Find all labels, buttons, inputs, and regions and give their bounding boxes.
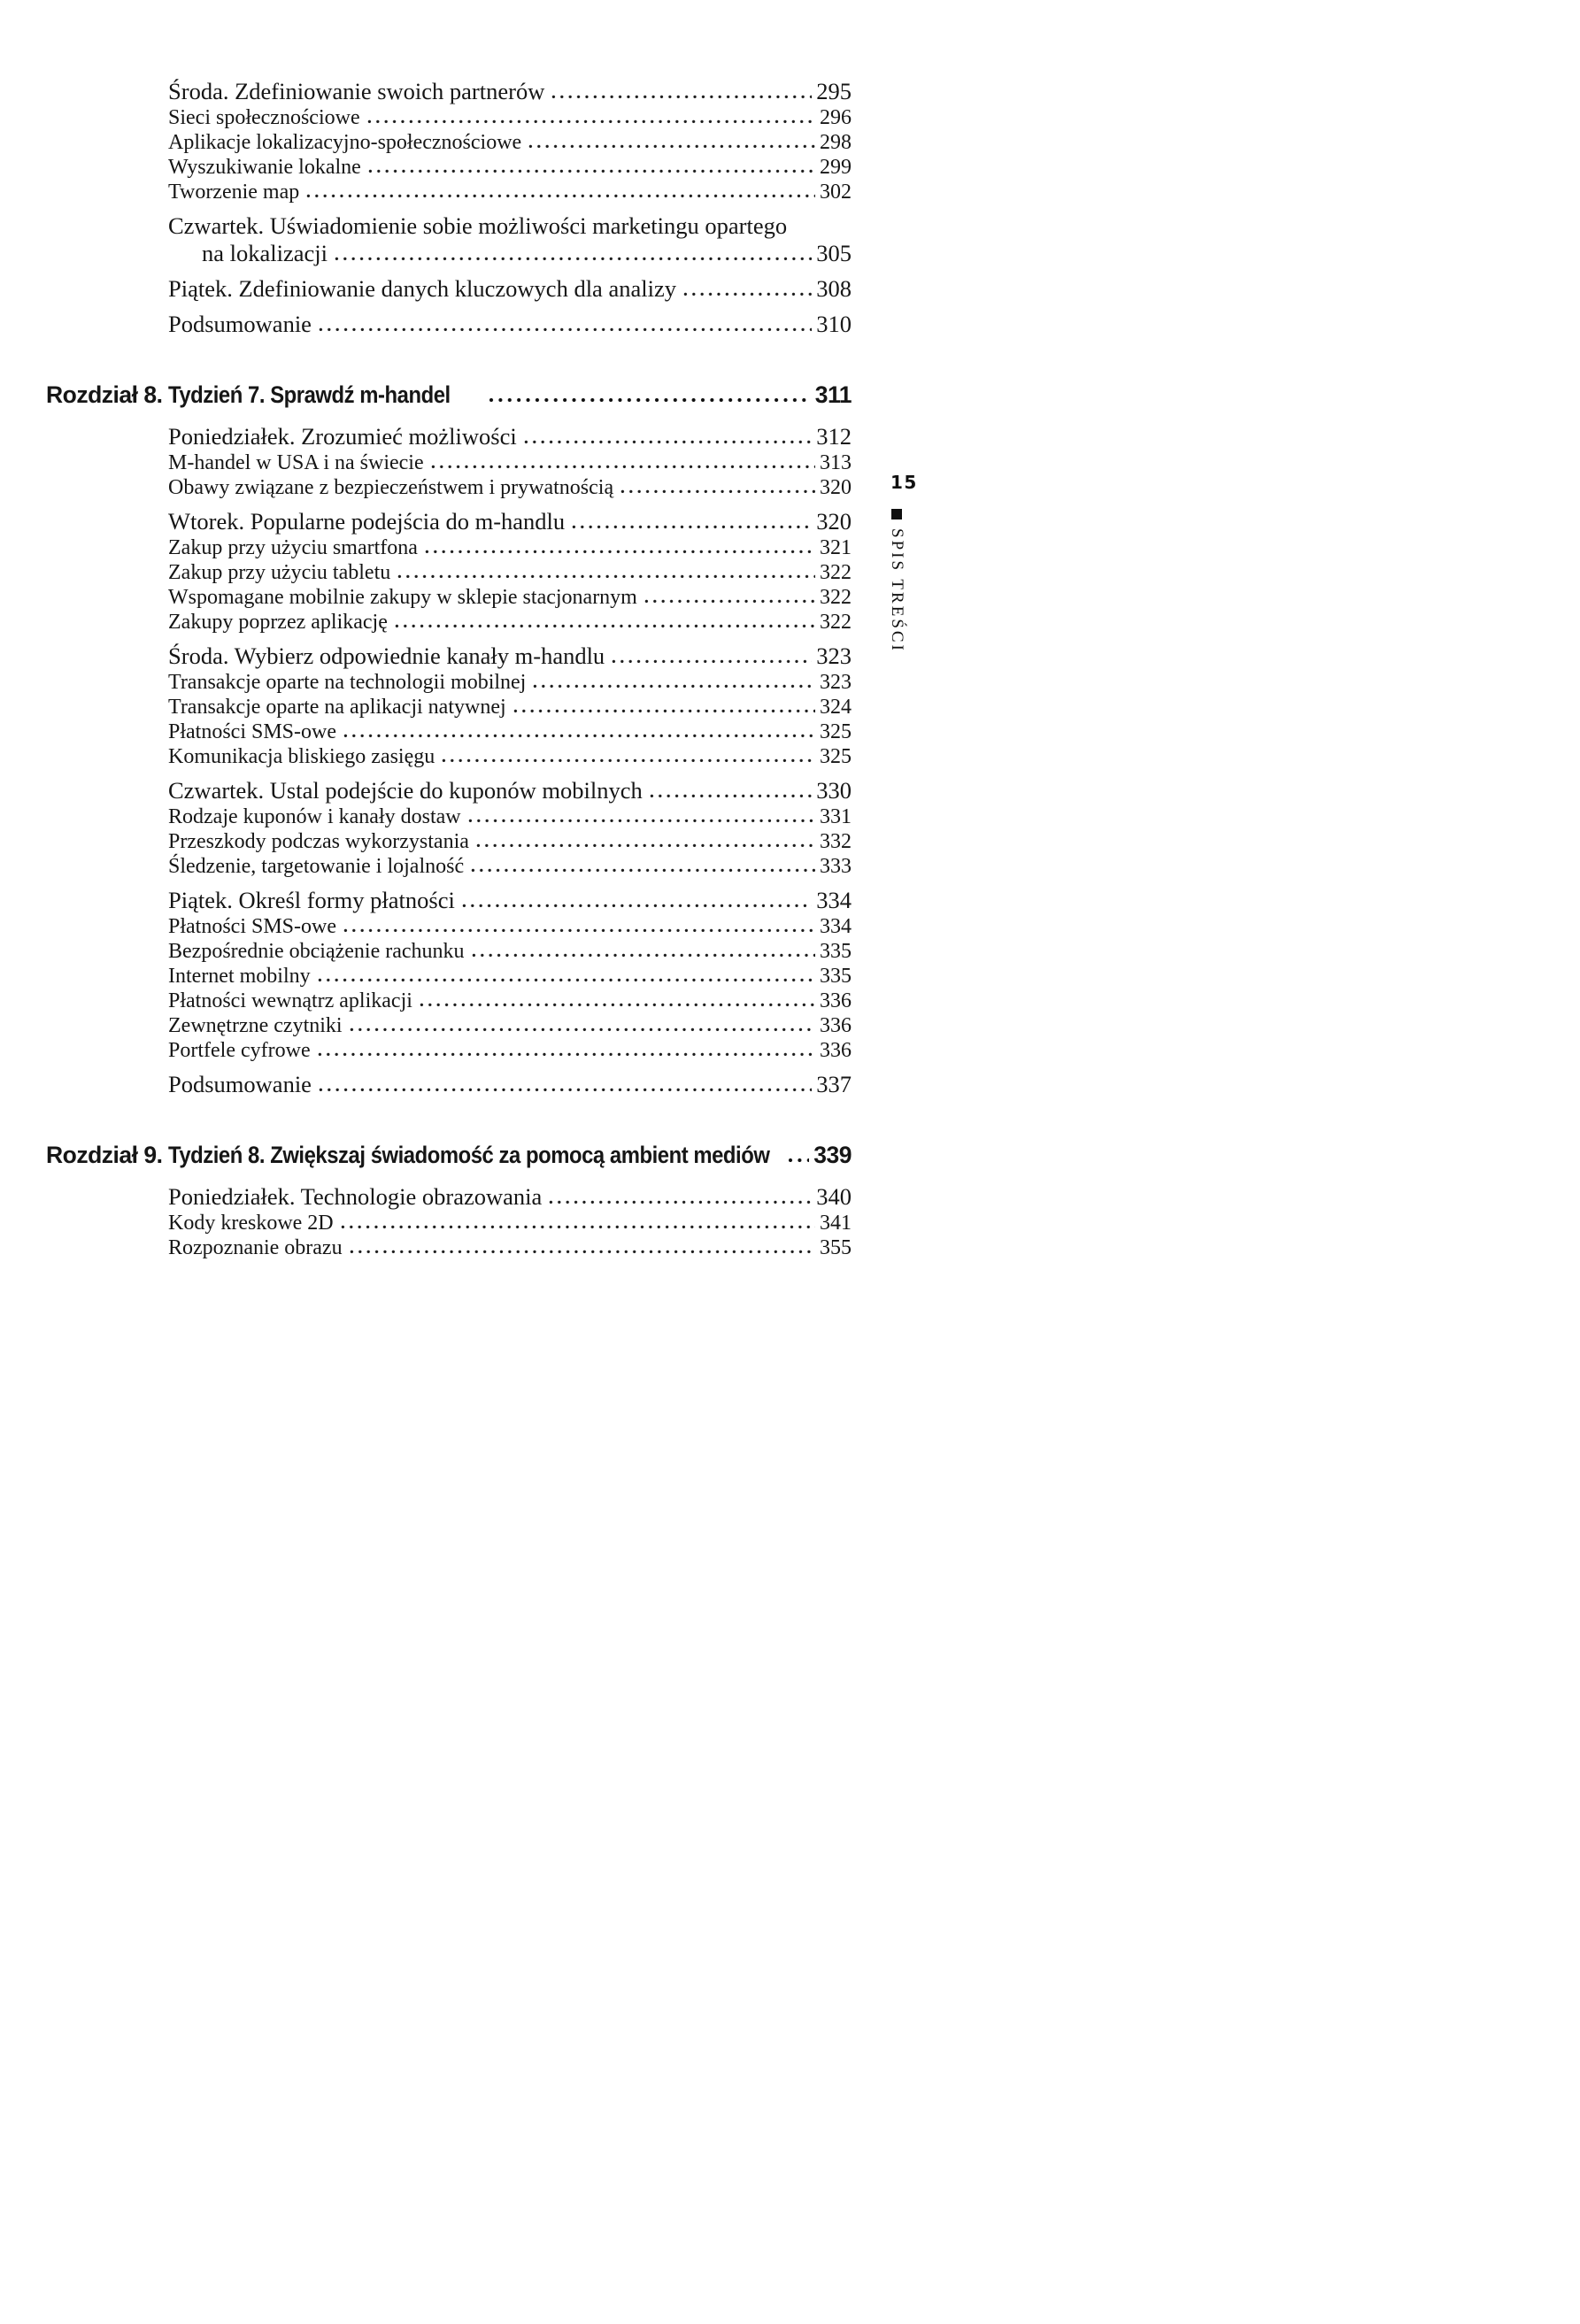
entry-title: Podsumowanie: [168, 1071, 312, 1097]
leader-dots: [343, 734, 815, 738]
toc-entry: [168, 130, 852, 155]
entry-page-number: 305: [816, 240, 852, 266]
entry-title: Poniedziałek. Technologie obrazowania: [168, 1183, 543, 1210]
leader-dots: [425, 550, 815, 554]
entry-title: Aplikacje lokalizacyjno-społecznościowe: [168, 131, 522, 154]
entry-title: Piątek. Określ formy płatności: [168, 887, 455, 913]
entry-page-number: 322: [820, 586, 852, 609]
toc-entry: [168, 1071, 852, 1098]
entry-page-number: 332: [820, 830, 852, 853]
toc-entry: [168, 610, 852, 635]
entry-title: Piątek. Zdefiniowanie danych kluczowych dla analizy: [168, 275, 676, 302]
toc-entry: [168, 1235, 852, 1260]
toc-entry: [168, 1038, 852, 1063]
entry-page-number: 296: [820, 106, 852, 129]
toc-entry: [168, 1013, 852, 1038]
leader-dots: [350, 1027, 815, 1032]
entry-page-number: 334: [820, 915, 852, 938]
leader-dots: [462, 904, 812, 908]
leader-dots: [644, 599, 815, 604]
toc-entry: [168, 777, 852, 804]
chapter-heading: [46, 379, 852, 411]
entry-page-number: 324: [820, 696, 852, 719]
entry-page-number: 333: [820, 855, 852, 878]
toc-entry: [168, 535, 852, 560]
entry-page-number: 355: [820, 1236, 852, 1259]
toc-entry: [168, 1211, 852, 1235]
toc-entry: [168, 78, 852, 105]
chapter-label: Rozdział 9.: [46, 1142, 163, 1168]
chapter-title: Tydzień 8. Zwiększaj świadomość za pomocą ambient mediów: [168, 1142, 770, 1168]
entry-page-number: 308: [816, 275, 852, 302]
entry-title: Zewnętrzne czytniki: [168, 1014, 343, 1037]
entry-page-number: 325: [820, 720, 852, 743]
entry-page-number: 323: [820, 671, 852, 694]
toc-entry: [168, 720, 852, 744]
toc-entry: [168, 744, 852, 769]
entry-page-number: 336: [820, 1014, 852, 1037]
entry-page-number: 313: [820, 451, 852, 474]
entry-title: Tworzenie map: [168, 181, 300, 204]
toc-entry: [168, 275, 852, 303]
leader-dots: [431, 465, 815, 469]
leader-dots: [620, 489, 815, 494]
leader-dots: [319, 327, 812, 332]
chapter-label: Rozdział 8.: [46, 381, 163, 408]
leader-dots: [683, 292, 812, 296]
chapter-page-number: 339: [813, 1142, 852, 1168]
toc-entry: [168, 887, 852, 914]
leader-dots: [468, 819, 815, 823]
leader-dots: [471, 868, 815, 873]
entry-title: Płatności wewnątrz aplikacji: [168, 989, 412, 1012]
margin-page-number: 15: [890, 472, 918, 493]
toc-entry: [168, 240, 852, 267]
entry-page-number: 323: [816, 643, 852, 669]
entry-page-number: 320: [816, 508, 852, 535]
entry-page-number: 302: [820, 181, 852, 204]
margin-section-label: [887, 509, 906, 653]
entry-page-number: 341: [820, 1212, 852, 1235]
leader-dots: [343, 928, 815, 933]
toc-entry: [168, 212, 852, 240]
chapter-page-number: 311: [814, 381, 852, 408]
entry-title: Obawy związane z bezpieczeństwem i prywatnością: [168, 476, 614, 499]
toc-entry: [168, 643, 852, 670]
entry-title: Zakupy poprzez aplikację: [168, 611, 388, 634]
toc-entry: [168, 989, 852, 1013]
leader-dots: [489, 397, 811, 403]
toc-entry: [168, 804, 852, 829]
entry-page-number: 312: [816, 423, 852, 450]
entry-page-number: 335: [820, 965, 852, 988]
entry-title: Sieci społecznościowe: [168, 106, 360, 129]
toc-entry: [168, 311, 852, 338]
leader-dots: [335, 257, 812, 261]
leader-dots: [319, 1088, 812, 1092]
leader-dots: [528, 144, 815, 149]
toc-entry: [168, 475, 852, 500]
toc-entry: [168, 1183, 852, 1211]
entry-page-number: 331: [820, 805, 852, 828]
entry-title: Płatności SMS-owe: [168, 915, 337, 938]
toc-entry: [168, 585, 852, 610]
toc-entry: [168, 695, 852, 720]
leader-dots: [524, 440, 813, 444]
entry-title: Czwartek. Ustal podejście do kuponów mobilnych: [168, 777, 643, 804]
entry-title: Płatności SMS-owe: [168, 720, 337, 743]
leader-dots: [788, 1158, 809, 1163]
entry-title: Wyszukiwanie lokalne: [168, 156, 361, 179]
leader-dots: [551, 95, 812, 99]
toc-entry: [168, 939, 852, 964]
toc-entry: [168, 560, 852, 585]
leader-dots: [367, 119, 815, 124]
entry-page-number: 310: [816, 311, 852, 337]
toc-entry: [168, 105, 852, 130]
leader-dots: [442, 758, 815, 763]
entry-page-number: 320: [820, 476, 852, 499]
toc: [46, 70, 852, 1260]
entry-title: Wspomagane mobilnie zakupy w sklepie stacjonarnym: [168, 586, 637, 609]
entry-title: Kody kreskowe 2D: [168, 1212, 334, 1235]
entry-page-number: 334: [816, 887, 852, 913]
entry-title: Przeszkody podczas wykorzystania: [168, 830, 469, 853]
toc-entry: [168, 854, 852, 879]
entry-title: Portfele cyfrowe: [168, 1039, 311, 1062]
entry-title: Internet mobilny: [168, 965, 311, 988]
entry-title: Środa. Wybierz odpowiednie kanały m-handlu: [168, 643, 605, 669]
leader-dots: [612, 659, 812, 664]
leader-dots: [472, 953, 815, 958]
entry-page-number: 330: [816, 777, 852, 804]
toc-entry: [168, 180, 852, 204]
entry-title: Podsumowanie: [168, 311, 312, 337]
entry-page-number: 322: [820, 611, 852, 634]
entry-page-number: 298: [820, 131, 852, 154]
leader-dots: [395, 624, 815, 628]
entry-title: M-handel w USA i na świecie: [168, 451, 424, 474]
leader-dots: [476, 843, 815, 848]
leader-dots: [549, 1200, 812, 1204]
leader-dots: [533, 684, 815, 689]
toc-entry: [168, 964, 852, 989]
entry-page-number: 340: [816, 1183, 852, 1210]
entry-page-number: 336: [820, 1039, 852, 1062]
chapter-title: Tydzień 7. Sprawdź m-handel: [168, 381, 451, 408]
toc-entry: [168, 670, 852, 695]
leader-dots: [306, 194, 815, 198]
entry-title: Śledzenie, targetowanie i lojalność: [168, 855, 465, 878]
leader-dots: [341, 1225, 815, 1229]
entry-page-number: 299: [820, 156, 852, 179]
entry-title: Bezpośrednie obciążenie rachunku: [168, 940, 465, 963]
leader-dots: [397, 574, 815, 579]
entry-title: na lokalizacji: [202, 240, 328, 266]
entry-title: Środa. Zdefiniowanie swoich partnerów: [168, 78, 545, 104]
toc-entry: [168, 423, 852, 450]
entry-title: Poniedziałek. Zrozumieć możliwości: [168, 423, 517, 450]
entry-page-number: 295: [816, 78, 852, 104]
entry-page-number: 336: [820, 989, 852, 1012]
toc-entry: [168, 829, 852, 854]
leader-dots: [318, 1052, 815, 1057]
toc-entry: [168, 450, 852, 475]
entry-title: Wtorek. Popularne podejścia do m-handlu: [168, 508, 566, 535]
leader-dots: [572, 525, 812, 529]
toc-entry: [168, 155, 852, 180]
leader-dots: [513, 709, 815, 713]
entry-title: Transakcje oparte na technologii mobilnej: [168, 671, 527, 694]
entry-title: Zakup przy użyciu tabletu: [168, 561, 391, 584]
entry-title: Zakup przy użyciu smartfona: [168, 536, 418, 559]
toc-entry: [168, 508, 852, 535]
leader-dots: [650, 794, 812, 798]
entry-page-number: 335: [820, 940, 852, 963]
entry-page-number: 337: [816, 1071, 852, 1097]
margin-section-label-text: SPIS TREŚCI: [888, 528, 906, 653]
leader-dots: [420, 1003, 815, 1007]
toc-entry: [168, 914, 852, 939]
entry-page-number: 322: [820, 561, 852, 584]
entry-title: Czwartek. Uświadomienie sobie możliwości marketingu opartego: [168, 212, 788, 239]
leader-dots: [368, 169, 815, 173]
chapter-heading: [46, 1139, 852, 1171]
leader-dots: [350, 1250, 815, 1254]
entry-title: Rozpoznanie obrazu: [168, 1236, 343, 1259]
entry-page-number: 325: [820, 745, 852, 768]
entry-page-number: 321: [820, 536, 852, 559]
entry-title: Transakcje oparte na aplikacji natywnej: [168, 696, 506, 719]
entry-title: Komunikacja bliskiego zasięgu: [168, 745, 435, 768]
entry-title: Rodzaje kuponów i kanały dostaw: [168, 805, 461, 828]
square-bullet-icon: [891, 509, 902, 519]
leader-dots: [318, 978, 815, 982]
